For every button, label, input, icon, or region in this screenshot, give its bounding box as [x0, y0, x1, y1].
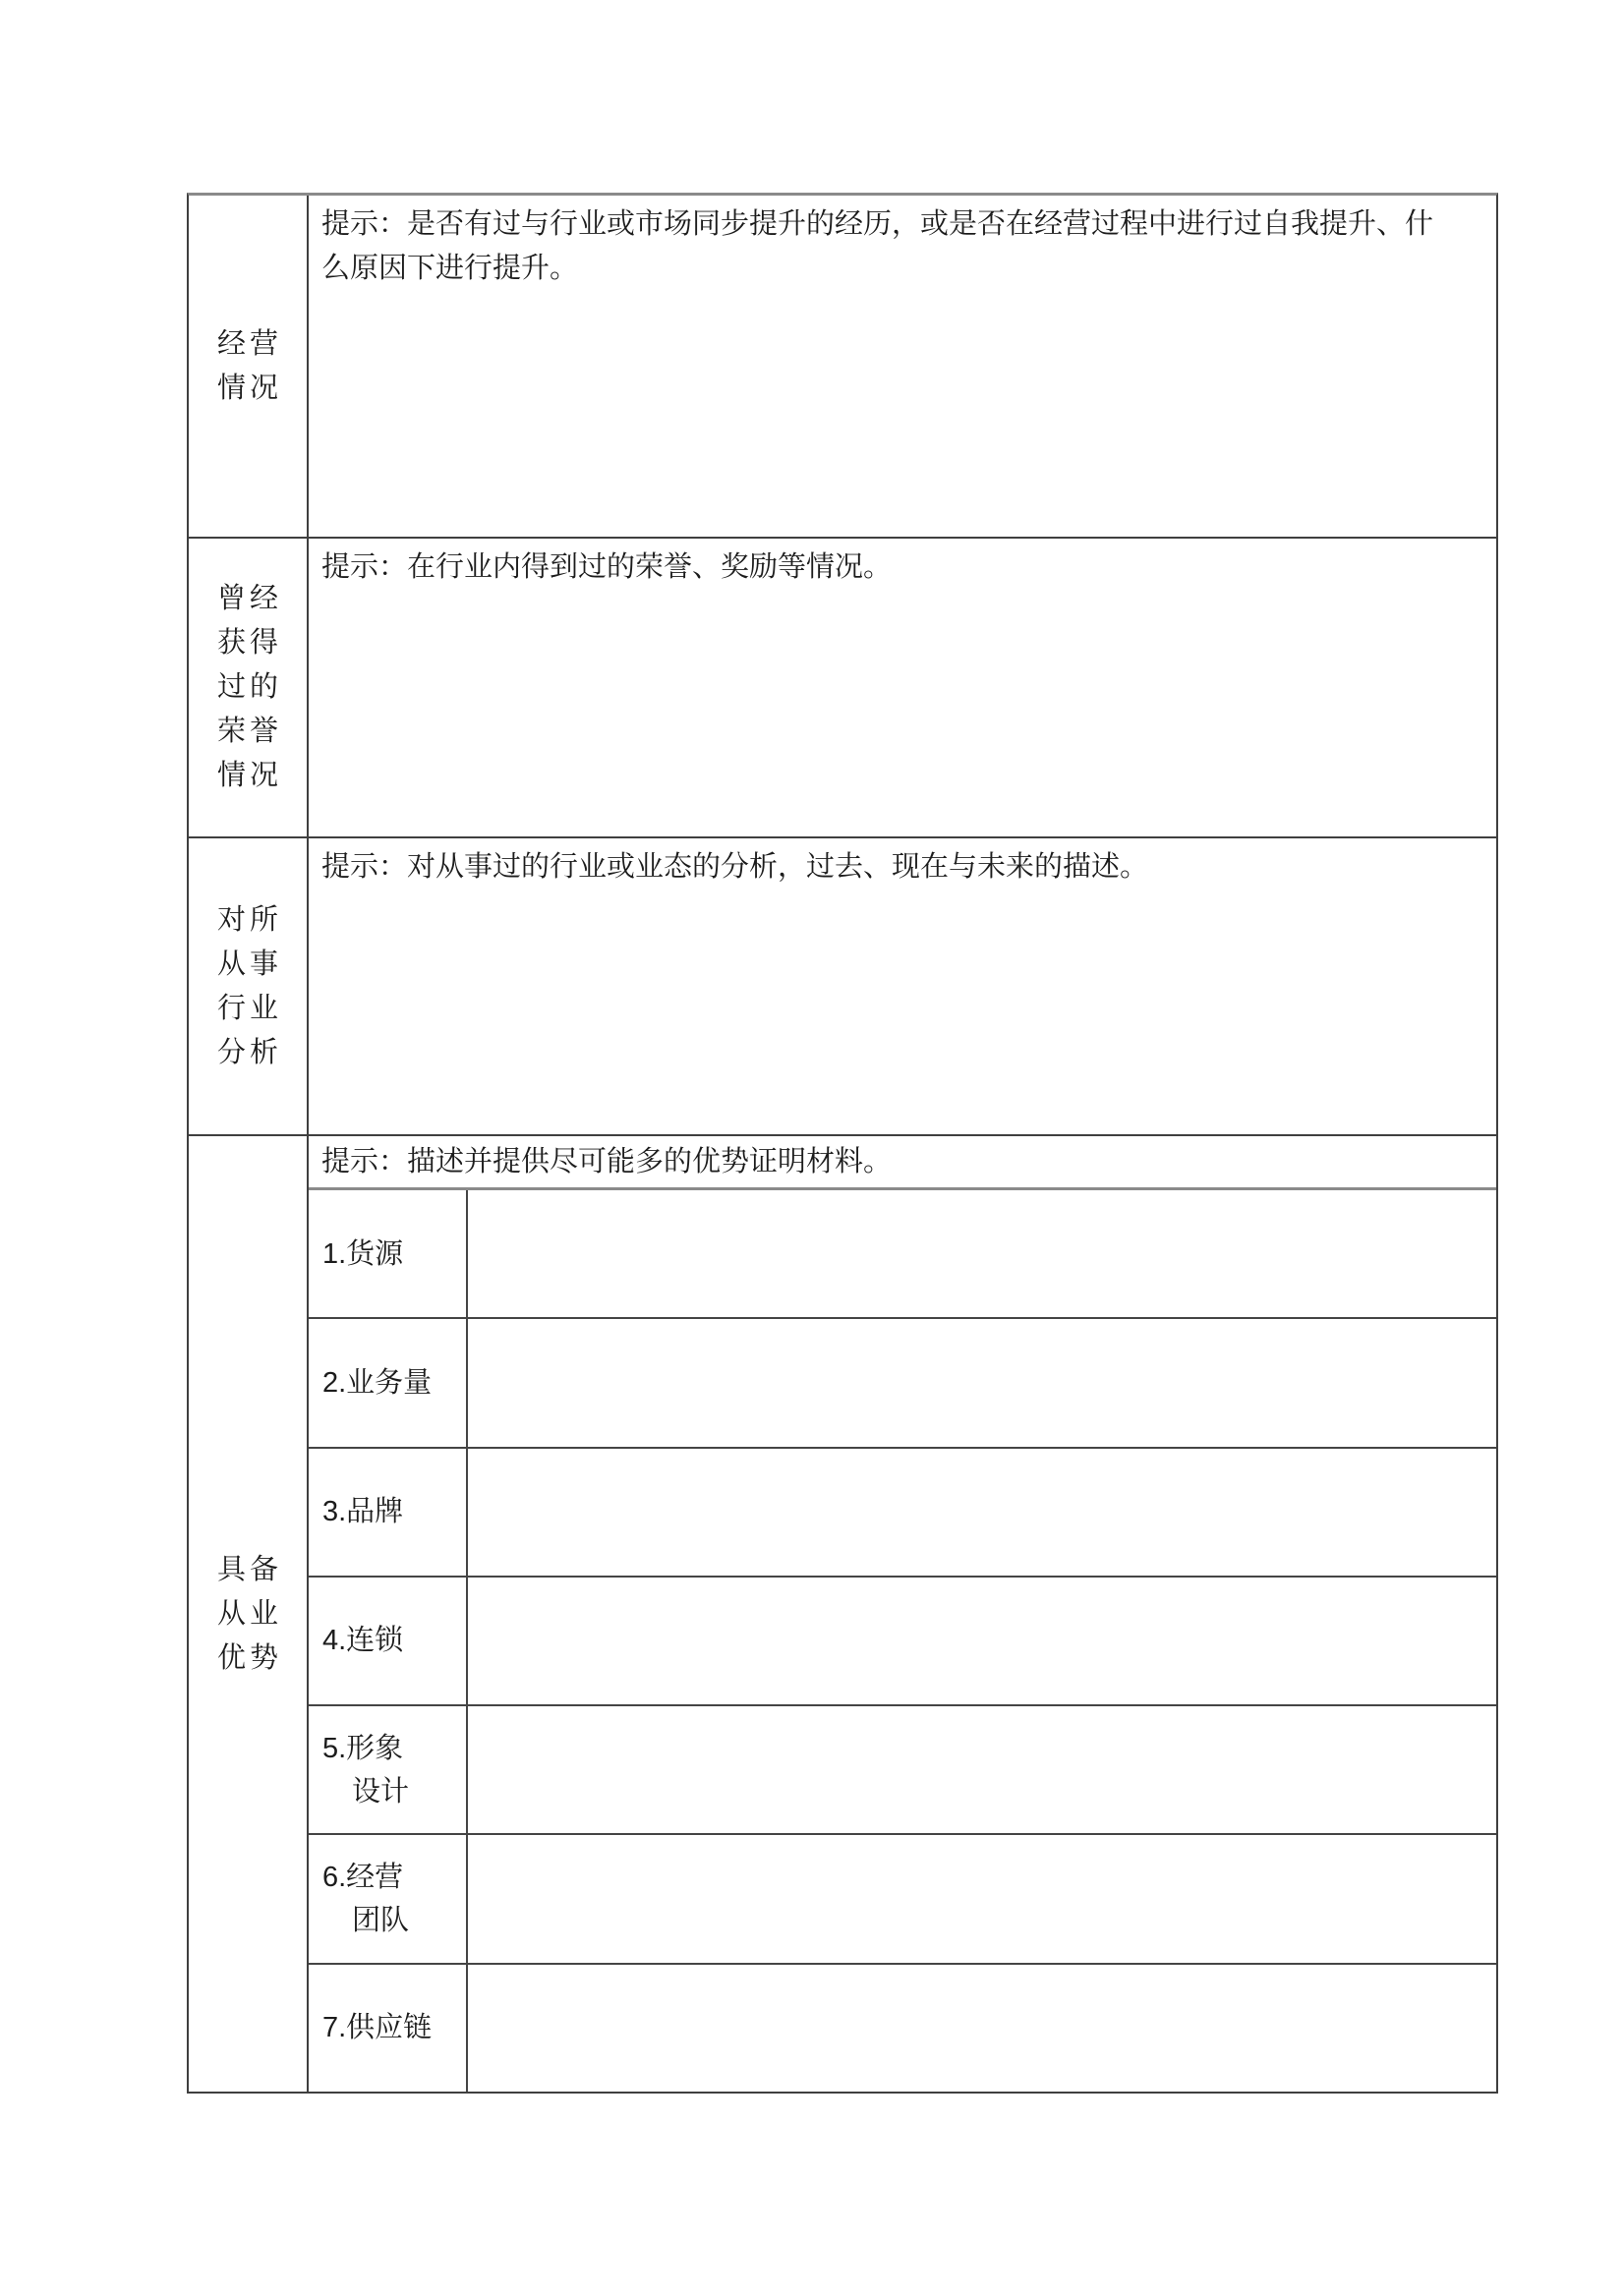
row-header-advantages — [189, 1136, 309, 2092]
advantage-input-chain[interactable] — [468, 1578, 1496, 1704]
row-header-industry-analysis — [189, 838, 309, 1134]
label-line: 团队 — [352, 1905, 410, 1937]
hint-text-honors — [309, 539, 1496, 590]
advantages-cell — [309, 1136, 1496, 2092]
header-line: 分析 — [216, 1036, 282, 1068]
advantage-row-brand — [309, 1447, 1496, 1576]
table-row-advantages — [189, 1134, 1496, 2092]
hint-line: 提示：在行业内得到过的荣誉、奖励等情况。 — [321, 551, 893, 583]
label-line: 1.货源 — [322, 1237, 404, 1270]
advantage-label-goods-source — [309, 1190, 468, 1317]
industry-analysis-cell — [309, 838, 1496, 1134]
advantage-label-business-volume — [309, 1319, 468, 1446]
advantage-label-brand — [309, 1449, 468, 1576]
label-line: 3.品牌 — [322, 1496, 404, 1528]
row-header-business-operation — [189, 196, 309, 537]
advantage-row-chain — [309, 1576, 1496, 1704]
advantage-input-image-design[interactable] — [468, 1706, 1496, 1833]
table-row-honors — [189, 537, 1496, 836]
advantage-input-brand[interactable] — [468, 1449, 1496, 1576]
label-line: 7.供应链 — [322, 2012, 433, 2044]
hint-text-business-operation — [309, 196, 1496, 291]
advantage-input-supply-chain[interactable] — [468, 1965, 1496, 2092]
label-line: 4.连锁 — [322, 1625, 404, 1657]
advantage-row-image-design — [309, 1704, 1496, 1833]
header-line: 获得 — [216, 627, 282, 659]
label-line: 5.形象 — [322, 1732, 404, 1764]
hint-text-advantages — [309, 1136, 1496, 1187]
advantage-label-management-team — [309, 1835, 468, 1962]
row-header-honors — [189, 539, 309, 836]
label-line: 设计 — [352, 1775, 410, 1808]
business-profile-form-table — [187, 193, 1498, 2094]
header-line: 情况 — [216, 760, 282, 791]
header-line: 曾经 — [216, 583, 282, 614]
hint-line: 提示：描述并提供尽可能多的优势证明材料。 — [321, 1146, 893, 1177]
advantage-input-goods-source[interactable] — [468, 1190, 1496, 1317]
header-line: 从事 — [216, 947, 282, 980]
header-line: 从业 — [216, 1597, 282, 1630]
advantage-label-supply-chain — [309, 1965, 468, 2092]
advantage-label-image-design — [309, 1706, 468, 1833]
advantage-row-supply-chain — [309, 1963, 1496, 2092]
header-line: 情况 — [216, 372, 282, 404]
header-line: 行业 — [216, 992, 282, 1024]
advantages-subtable — [309, 1187, 1496, 2092]
advantage-input-business-volume[interactable] — [468, 1319, 1496, 1446]
advantage-row-business-volume — [309, 1317, 1496, 1446]
advantage-row-management-team — [309, 1833, 1496, 1962]
label-line: 2.业务量 — [322, 1366, 433, 1399]
industry-analysis-input-area[interactable] — [309, 890, 1496, 1134]
hint-text-industry-analysis — [309, 838, 1496, 890]
header-line: 对所 — [216, 903, 282, 936]
header-line: 过的 — [216, 671, 282, 703]
business-operation-cell — [309, 196, 1496, 537]
advantage-row-goods-source — [309, 1190, 1496, 1317]
table-row-industry-analysis — [189, 836, 1496, 1134]
honors-input-area[interactable] — [309, 590, 1496, 836]
advantage-label-chain — [309, 1578, 468, 1704]
header-line: 优势 — [216, 1641, 282, 1674]
label-line: 6.经营 — [322, 1862, 404, 1894]
honors-cell — [309, 539, 1496, 836]
business-operation-input-area[interactable] — [309, 291, 1496, 537]
table-row-business-operation — [189, 196, 1496, 537]
hint-line: 提示：对从事过的行业或业态的分析，过去、现在与未来的描述。 — [321, 851, 1149, 883]
header-line: 具备 — [216, 1553, 282, 1585]
hint-line: 提示：是否有过与行业或市场同步提升的经历，或是否在经营过程中进行过自我提升、什 — [321, 208, 1434, 240]
advantage-input-management-team[interactable] — [468, 1835, 1496, 1962]
header-line: 荣誉 — [216, 716, 282, 747]
header-line: 经营 — [216, 327, 282, 360]
hint-line: 么原因下进行提升。 — [321, 253, 579, 284]
